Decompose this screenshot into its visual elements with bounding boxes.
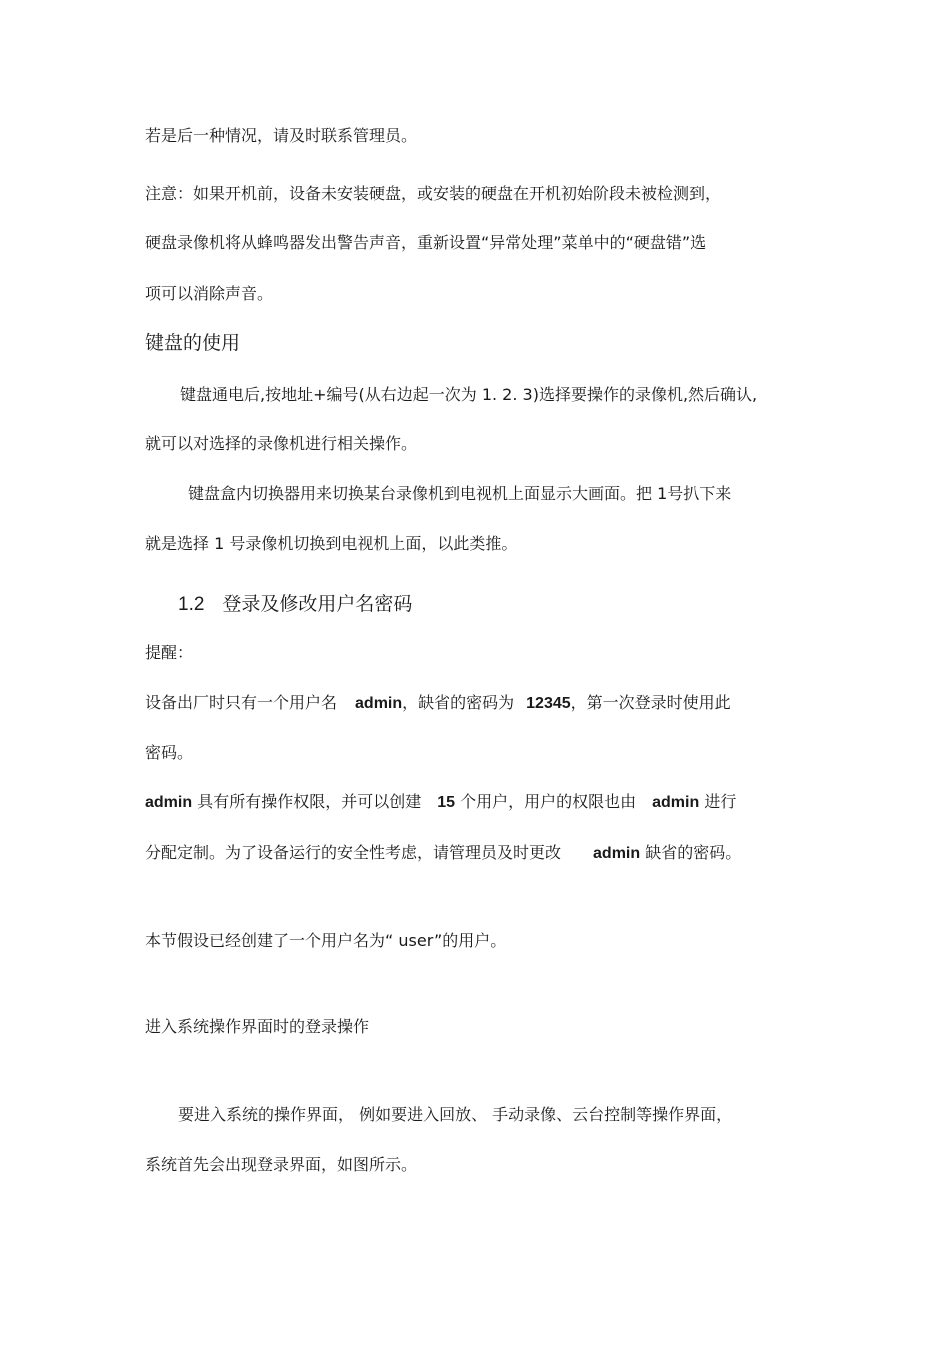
- paragraph-line: 要进入系统的操作界面， 例如要进入回放、 手动录像、云台控制等操作界面，: [178, 1105, 733, 1124]
- text-run: ，第一次登录时使用此: [570, 693, 731, 712]
- subsection-heading: [178, 591, 412, 618]
- paragraph-line: [145, 791, 736, 814]
- subsection-title: 登录及修改用户名密码: [222, 593, 413, 615]
- text-run: 进行: [699, 792, 737, 811]
- username-text: admin: [652, 794, 700, 811]
- procedure-heading: 进入系统操作界面时的登录操作: [145, 1017, 370, 1036]
- subsection-number: 1.2: [178, 594, 205, 615]
- note-line: 项可以消除声音。: [145, 284, 274, 303]
- text-run: 具有所有操作权限，并可以创建: [192, 792, 422, 811]
- paragraph-line: 键盘盒内切换器用来切换某台录像机到电视机上面显示大画面。把 1号扒下来: [188, 484, 732, 503]
- username-text: admin: [355, 695, 403, 712]
- password-text: 12345: [526, 695, 571, 712]
- text-run: 个用户，用户的权限也由: [455, 792, 637, 811]
- section-heading: 键盘的使用: [145, 332, 241, 354]
- note-line: 注意：如果开机前，设备未安装硬盘，或安装的硬盘在开机初始阶段未被检测到，: [145, 184, 722, 203]
- paragraph-line: 就可以对选择的录像机进行相关操作。: [145, 434, 418, 453]
- paragraph-line: 本节假设已经创建了一个用户名为“ user”的用户。: [145, 931, 507, 950]
- paragraph-line: [145, 842, 741, 865]
- user-count-text: 15: [437, 794, 456, 811]
- paragraph-line: 键盘通电后,按地址+编号(从右边起一次为 1. 2. 3)选择要操作的录像机,然后确认,: [180, 385, 758, 404]
- username-text: admin: [593, 845, 641, 862]
- paragraph-line: 就是选择 1 号录像机切换到电视机上面，以此类推。: [145, 534, 518, 553]
- paragraph-line: 若是后一种情况，请及时联系管理员。: [145, 126, 418, 145]
- note-line: 硬盘录像机将从蜂鸣器发出警告声音，重新设置“异常处理”菜单中的“硬盘错”选: [145, 233, 707, 252]
- text-run: 设备出厂时只有一个用户名: [145, 693, 338, 712]
- paragraph-line: 系统首先会出现登录界面，如图所示。: [145, 1155, 418, 1174]
- text-run: ，缺省的密码为: [402, 693, 515, 712]
- text-run: 缺省的密码。: [640, 843, 742, 862]
- paragraph-line: 密码。: [145, 743, 194, 762]
- paragraph-line: [145, 692, 731, 715]
- text-run: 分配定制。为了设备运行的安全性考虑，请管理员及时更改: [145, 843, 562, 862]
- reminder-label: 提醒：: [145, 643, 194, 662]
- username-text: admin: [145, 794, 193, 811]
